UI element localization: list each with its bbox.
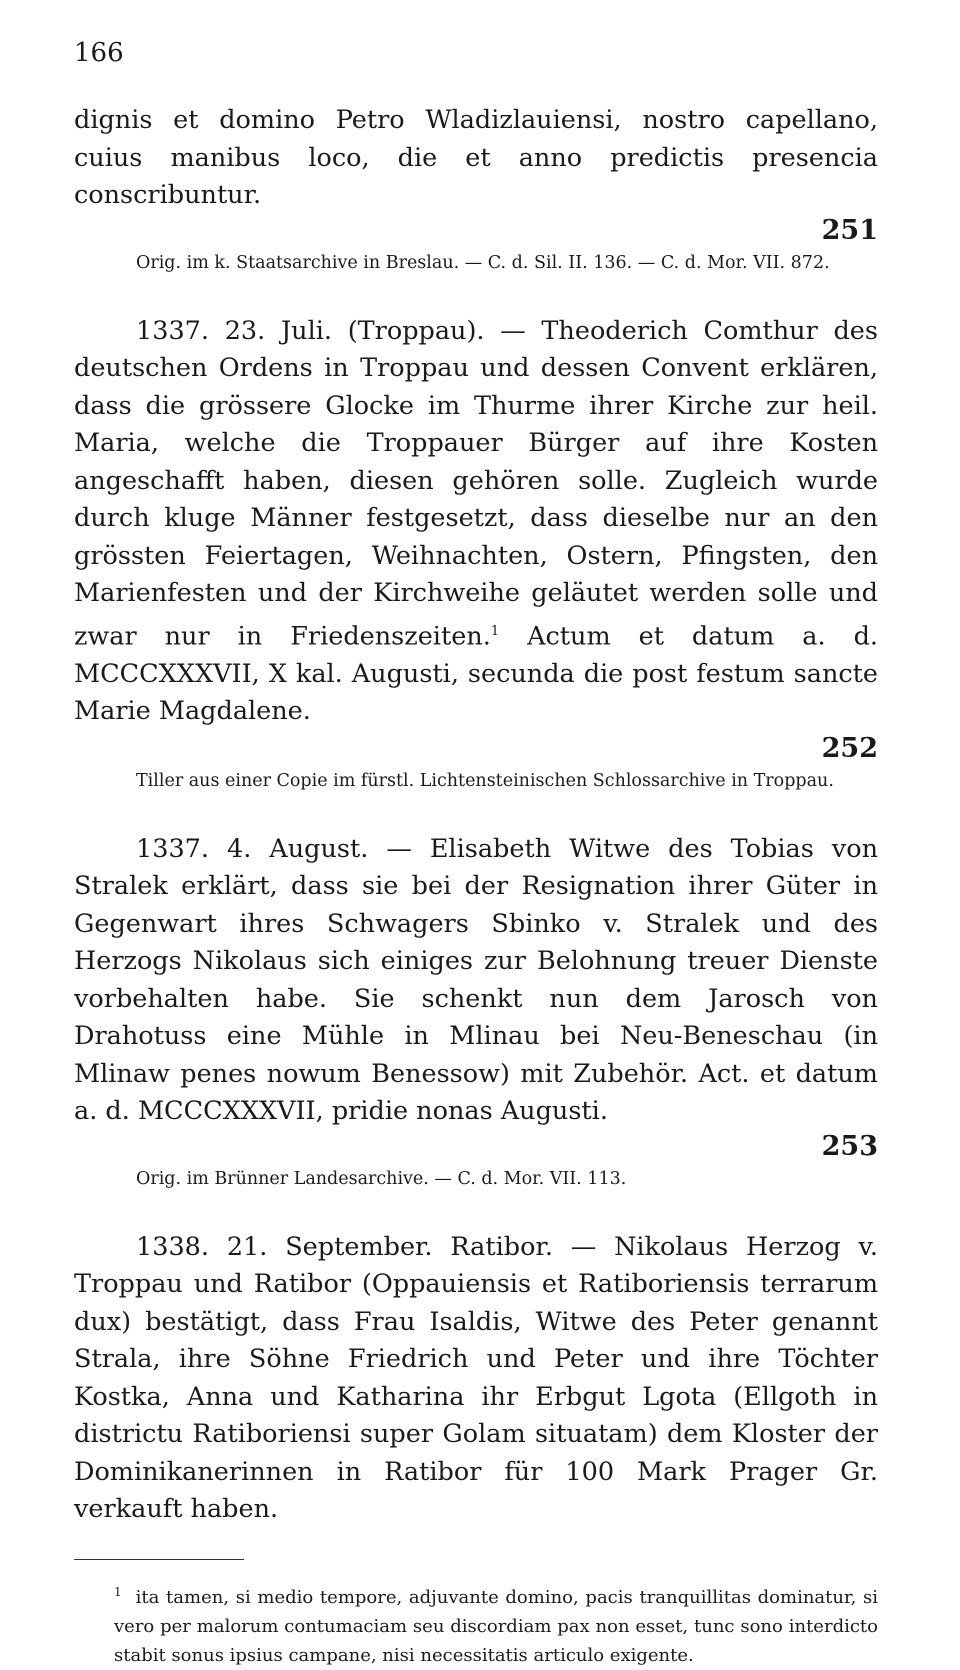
entry-text	[74, 313, 878, 731]
source-note: Orig. im k. Staatsarchive in Breslau. — C. d. Sil. II. 136. — C. d. Mor. VII. 872.	[136, 252, 830, 273]
footnote-reference: 1	[490, 623, 500, 639]
continuation-block	[74, 102, 878, 275]
document-entry-254	[74, 1229, 878, 1529]
document-number-252: 252	[821, 732, 878, 764]
page-number: 166	[74, 38, 124, 68]
source-note: Orig. im Brünner Landesarchive. — C. d. Mor. VII. 113.	[136, 1168, 627, 1189]
document-entry-253	[74, 831, 878, 1191]
document-number-251: 251	[821, 214, 878, 246]
footnote-marker: 1	[114, 1584, 122, 1599]
footnote-text: ita tamen, si medio tempore, adjuvante domino, pacis tranquillitas dominatur, si vero per malorum contumaciam seu discordiam pax non esset, tunc sono interdicto stabit sonus ipsius campane, nisi necessitatis articulo exigente.	[114, 1586, 878, 1666]
source-note: Tiller aus einer Copie im fürstl. Lichtensteinischen Schlossarchive in Troppau.	[136, 770, 834, 791]
entry-text-part: Actum et datum a. d. MCCCXXXVII, X kal. Augusti, secunda die post festum sancte Marie Magdalene.	[74, 621, 878, 726]
entry-text: 1337. 4. August. — Elisabeth Witwe des Tobias von Stralek erklärt, dass sie bei der Resignation ihrer Güter in Gegenwart ihres Schwagers Sbinko v. Stralek und des Herzogs Nikolaus sich einiges zur Belohnung treuer Dienste vorbehalten habe. Sie schenkt nun dem Jarosch von Drahotuss eine Mühle in Mlinau bei Neu-Beneschau (in Mlinaw penes nowum Benessow) mit Zubehör. Act. et datum a. d. MCCCXXXVII, pridie nonas Augusti.	[74, 833, 878, 1126]
footnote-divider	[74, 1559, 244, 1560]
continuation-text: dignis et domino Petro Wladizlauiensi, nostro capellano, cuius manibus loco, die et anno predictis presencia conscribuntur.	[74, 105, 878, 210]
entry-text: 1338. 21. September. Ratibor. — Nikolaus Herzog v. Troppau und Ratibor (Oppauiensis et Ratiboriensis terrarum dux) bestätigt, dass Frau Isaldis, Witwe des Peter genannt Strala, ihre Söhne Friedrich und Peter und ihre Töchter Kostka, Anna und Katharina ihr Erbgut Lgota (Ellgoth in districtu Ratiboriensi super Golam situatam) dem Kloster der Dominikanerinnen in Ratibor für 100 Mark Prager Gr. verkauft haben.	[74, 1231, 878, 1524]
footnote	[74, 1578, 878, 1670]
document-number-253: 253	[821, 1130, 878, 1162]
entry-text-part: 1337. 23. Juli. (Troppau). — Theoderich Comthur des deutschen Ordens in Troppau und dessen Convent erklären, dass die grössere Glocke im Thurme ihrer Kirche zur heil. Maria, welche die Troppauer Bürger auf ihre Kosten angeschafft haben, diesen gehören solle. Zugleich wurde durch kluge Männer festgesetzt, dass dieselbe nur an den grössten Feiertagen, Weihnachten, Ostern, Pfingsten, den Marienfesten und der Kirchweihe geläutet werden solle und zwar nur in Friedenszeiten.	[74, 315, 878, 651]
document-entry-252	[74, 313, 878, 793]
